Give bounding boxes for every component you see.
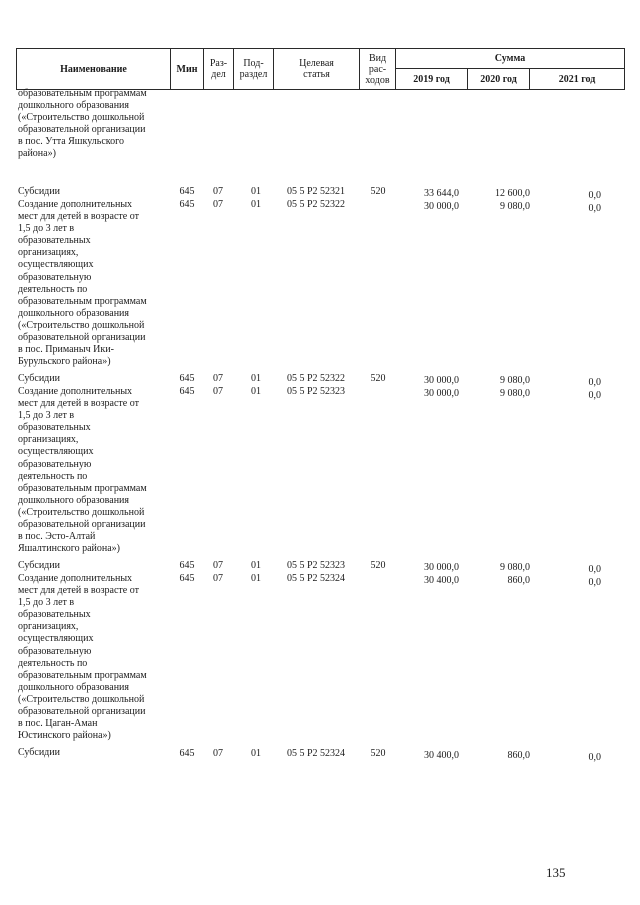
row-podrazdel: 01 bbox=[251, 560, 261, 571]
header-razdel-text: Раз- дел bbox=[209, 58, 228, 80]
row-min: 645 bbox=[179, 573, 195, 584]
row-2019: 30 000,0 bbox=[424, 388, 459, 399]
row-min: 645 bbox=[179, 560, 195, 571]
row-target: 05 5 P2 52324 bbox=[286, 748, 346, 759]
row-name: Создание дополнительных мест для детей в возрасте от 1,5 до 3 лет в образовательных организациях, осуществляющих образовательную деятельность по образовательным программам дошкольного образования («Строительство дошкольной образовательной организации в пос. Приманыч Ики- Бурульского района») bbox=[18, 199, 147, 368]
row-vid: 520 bbox=[370, 373, 386, 384]
row-2020: 860,0 bbox=[507, 575, 530, 586]
row-podrazdel: 01 bbox=[251, 373, 261, 384]
row-2021: 0,0 bbox=[588, 752, 601, 763]
row-podrazdel: 01 bbox=[251, 386, 261, 397]
row-name: Субсидии bbox=[18, 560, 60, 571]
row-2021: 0,0 bbox=[588, 377, 601, 388]
row-vid: 520 bbox=[370, 186, 386, 197]
row-min: 645 bbox=[179, 748, 195, 759]
row-podrazdel: 01 bbox=[251, 573, 261, 584]
row-2021: 0,0 bbox=[588, 203, 601, 214]
row-2019: 30 000,0 bbox=[424, 201, 459, 212]
row-razdel: 07 bbox=[213, 560, 223, 571]
row-2019: 33 644,0 bbox=[424, 188, 459, 199]
row-target: 05 5 P2 52323 bbox=[286, 386, 346, 397]
row-2021: 0,0 bbox=[588, 390, 601, 401]
row-2020: 9 080,0 bbox=[500, 562, 530, 573]
row-2020: 9 080,0 bbox=[500, 201, 530, 212]
page-number: 135 bbox=[546, 865, 566, 880]
row-min: 645 bbox=[179, 199, 195, 210]
row-target: 05 5 P2 52323 bbox=[286, 560, 346, 571]
row-name: Субсидии bbox=[18, 747, 60, 758]
row-target: 05 5 P2 52324 bbox=[286, 573, 346, 584]
row-target: 05 5 P2 52321 bbox=[286, 186, 346, 197]
row-razdel: 07 bbox=[213, 186, 223, 197]
row-2021: 0,0 bbox=[588, 190, 601, 201]
row-name: Создание дополнительных мест для детей в возрасте от 1,5 до 3 лет в образовательных организациях, осуществляющих образовательную деятельность по образовательным программам дошкольного образования («Строительство дошкольной образовательной организации в пос. Эсто-Алтай Яшалтинского района») bbox=[18, 386, 147, 555]
header-target-text: Целевая статья bbox=[299, 58, 334, 80]
header-2020: 2020 год bbox=[468, 69, 530, 90]
row-razdel: 07 bbox=[213, 199, 223, 210]
row-2019: 30 400,0 bbox=[424, 750, 459, 761]
row-2021: 0,0 bbox=[588, 577, 601, 588]
row-name: Создание дополнительных мест для детей в возрасте от 1,5 до 3 лет в образовательных организациях, осуществляющих образовательную деятельность по образовательным программам дошкольного образования («Строительство дошкольной образовательной организации в пос. Цаган-Аман Юстинского района») bbox=[18, 573, 147, 742]
row-2021: 0,0 bbox=[588, 564, 601, 575]
row-podrazdel: 01 bbox=[251, 186, 261, 197]
row-razdel: 07 bbox=[213, 573, 223, 584]
row-2019: 30 000,0 bbox=[424, 562, 459, 573]
row-name: Субсидии bbox=[18, 373, 60, 384]
row-vid: 520 bbox=[370, 748, 386, 759]
row-2020: 12 600,0 bbox=[495, 188, 530, 199]
row-target: 05 5 P2 52322 bbox=[286, 199, 346, 210]
row-podrazdel: 01 bbox=[251, 199, 261, 210]
row-vid: 520 bbox=[370, 560, 386, 571]
row-2019: 30 400,0 bbox=[424, 575, 459, 586]
row-2020: 9 080,0 bbox=[500, 375, 530, 386]
header-2021: 2021 год bbox=[530, 69, 625, 90]
row-name: образовательным программам дошкольного образования («Строительство дошкольной образовательной организации в пос. Утта Яшкульского района») bbox=[18, 88, 147, 160]
row-razdel: 07 bbox=[213, 373, 223, 384]
header-2019: 2019 год bbox=[396, 69, 468, 90]
row-name: Субсидии bbox=[18, 186, 60, 197]
row-min: 645 bbox=[179, 186, 195, 197]
header-sum: Сумма bbox=[396, 49, 625, 69]
row-2020: 9 080,0 bbox=[500, 388, 530, 399]
row-2020: 860,0 bbox=[507, 750, 530, 761]
row-2019: 30 000,0 bbox=[424, 375, 459, 386]
header-min: Мин bbox=[171, 49, 204, 90]
row-podrazdel: 01 bbox=[251, 748, 261, 759]
row-razdel: 07 bbox=[213, 748, 223, 759]
row-razdel: 07 bbox=[213, 386, 223, 397]
header-vid-text: Вид рас- ходов bbox=[365, 52, 390, 86]
row-target: 05 5 P2 52322 bbox=[286, 373, 346, 384]
header-podrazdel-text: Под- раздел bbox=[239, 58, 268, 80]
row-min: 645 bbox=[179, 373, 195, 384]
row-min: 645 bbox=[179, 386, 195, 397]
header-name: Наименование bbox=[17, 49, 171, 90]
